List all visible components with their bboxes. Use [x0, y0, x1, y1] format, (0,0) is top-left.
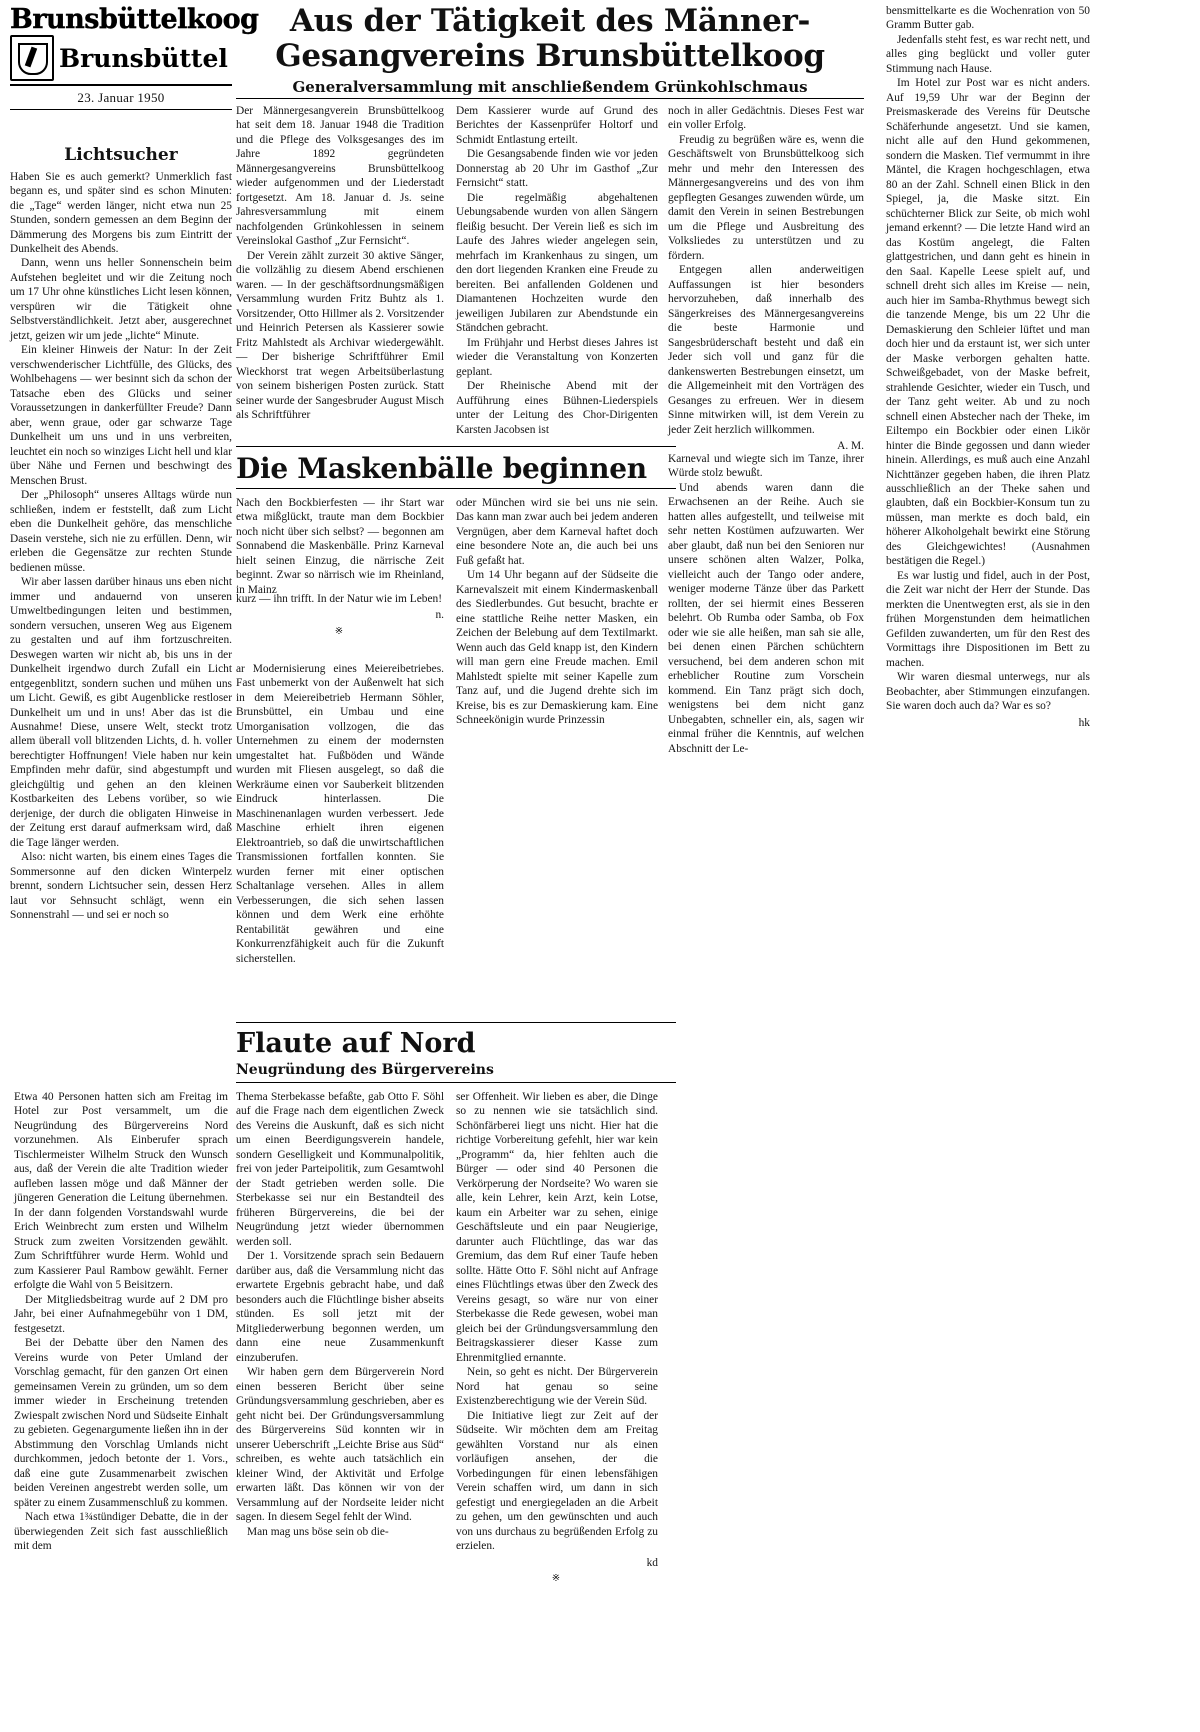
masthead-subtitle: Brunsbüttel — [59, 43, 228, 73]
rule-below-maskenbaelle — [236, 488, 676, 489]
article-signature: n. — [435, 609, 444, 622]
masthead-row — [10, 35, 232, 81]
coat-of-arms-icon — [10, 35, 54, 81]
masthead — [10, 4, 259, 110]
paragraph: ar Modernisierung eines Meiereibetriebes. Fast unbemerkt von der Außenwelt hat sich in dem Meiereibetrieb Hermann Söhler, Brunsbüttel, ein Umbau und eine Umorganisation vollzogen, die das Unternehmen zu einem der modernsten umgestaltet hat. Fußböden und Wände wurden mit Fliesen ausgelegt, so daß die Werkräume einen vor Sauberkeit blitzenden Eindruck hinterlassen. Die Maschinenanlagen wurden verbessert. Jede Maschine erhielt ihren eigenen Elektroantrieb, so daß die unwirtschaftlichen Transmissionen fortfallen konnten. Sie wurden ferner mit einer optischen Schaltanlage versehen. Alles in allem Verbesserungen, die sich sehen lassen können und dem Werk eine erhöhte Rentabilität gewähren und eine Konkurrenzfähigkeit auch für die Zukunft sicherstellen. — [236, 663, 444, 965]
paragraph: Die regelmäßig abgehaltenen Uebungsabende wurden von allen Sängern fleißig besucht. Der Verein ließ es sich im Laufe des Jahres wieder angelegen sein, mehrfach im Krankenhaus zu singen, um den dort liegenden Kranken eine Freude zu bereiten. Bei anfallenden Goldenen und Diamantenen Hochzeiten wurde den jeweiligen Jubilaren zur Abendstunde ein Ständchen gebracht. — [456, 191, 658, 335]
paragraph: Karneval und wiegte sich im Tanze, ihrer Würde stolz bewußt. — [668, 453, 864, 480]
paragraph: Etwa 40 Personen hatten sich am Freitag im Hotel zur Post versammelt, um die Neugründung des Bürgervereins Nord vorzunehmen. Als Einberufer sprach Tischlermeister Wilhelm Struck den Wunsch aus, daß der Verein die alte Tradition wieder aufleben lassen möge und daß Männer der jüngeren Generation die Leitung übernehmen. In der dann folgenden Vorstandswahl wurde Erich Weinbrecht zum ersten und Wilhelm Struck zum zweiten Vorsitzenden gewählt. Zum Schriftführer wurde Herm. Wohld und zum Kassierer Paul Rambow gewählt. Ferner erfolgte die Wahl von 5 Beisitzern. — [14, 1091, 228, 1292]
paragraph: Wir aber lassen darüber hinaus uns eben nicht immer und andauernd von unseren Umweltbedingungen leiten und bestimmen, sondern versuchen, unseren Weg aus Eigenem zu gestalten und auf ihm fortzuschreiten. Deswegen warten wir nicht ab, bis uns in der Dunkelheit irgendwo durch Zufall ein Licht entgegenblitzt, sondern suchen und mühen uns um Licht. Gewiß, es gibt Augenblicke restloser Dunkelheit um und in uns! Aber das ist die Ausnahme! Diese, unsere Welt, steckt trotz allem überall voll blitzenden Lichts, d. h. voller berechtigter Hoffnungen! Viele haben nur kein Empfinden mehr dafür, sind abgestumpft und gleichgültig und gehen an den kleinen Kostbarkeiten des Lebens vorüber, so wie derjenige, der durch die obligaten Hinweise in der Zeitung erst darauf aufmerksam wird, daß die Tage länger werden. — [10, 576, 232, 849]
paragraph: Der 1. Vorsitzende sprach sein Bedauern darüber aus, daß die Versammlung nicht das erwartete Ergebnis gebracht habe, und daß besonders auch die Flüchtlinge bisher abseits stünden. Es soll jetzt mit der Mitgliederwerbung begonnen werden, um dann eine neue Zusammenkunft einzuberufen. — [236, 1250, 444, 1364]
maenner-column-2 — [456, 104, 658, 437]
masken-column-1 — [236, 496, 444, 597]
headline-maskenbaelle: Die Maskenbälle beginnen — [236, 452, 647, 485]
paragraph: Jedenfalls steht fest, es war recht nett, und alles ging beglückt und voller guter Stimmung nach Hause. — [886, 33, 1090, 75]
subhead-flaute: Neugründung des Bürgervereins — [236, 1062, 494, 1078]
paragraph: Wir haben gern dem Bürgerverein Nord einen besseren Bericht über seine Gründungsversammlung geschrieben, aber es geht nicht bei. Der Gründungsversammlung des Bürgervereins Süd konnten wir in unserer Ueberschrift „Leichte Brise aus Süd“ schreiben, es wehte auch tatsächlich ein kleiner Wind, der Aktivität und Erfolge erwarten läßt. Das können wir von der Versammlung auf der Nordseite leider nicht sagen. In diesem Segel fehlt der Wind. — [236, 1366, 444, 1524]
paragraph: Entgegen allen anderweitigen Auffassungen ist hier besonders hervorzuheben, daß innerhalb des Sängerkreises des Männergesangvereins die beste Harmonie und Sangesbrüderschaft besteht und daß ein Jeder sich voll und ganz für die dankenswerten Bestrebungen einsetzt, um die Allgemeinheit mit den Vorträgen des Gesanges zu erfreuen. Wer in diesem Sinne mitwirken will, ist dem Verein zu jeder Zeit herzlich willkommen. — [668, 264, 864, 436]
paragraph: Um 14 Uhr begann auf der Südseite die Karnevalszeit mit einem Kindermaskenball des Siedlerbundes. Gut besucht, brachte er eine stattliche Reihe netter Masken, ein Zeichen der Belebung auf dem Textilmarkt. Wenn auch das Geld knapp ist, den Kindern will man gern eine Freude machen. Emil Mahlstedt spielte mit seiner Kapelle zum Tanz auf, und die Jugend drehte sich im Kreise, bis es zur Demaskierung kam. Eine Schneekönigin wurde Prinzessin — [456, 569, 658, 727]
article-signature: A. M. — [837, 440, 864, 453]
headline-line-2: Gesangvereins Brunsbüttelkoog — [275, 37, 825, 74]
paragraph: Haben Sie es auch gemerkt? Unmerklich fast begann es, und später sind es schon Minuten: die „Tage“ werden länger, nicht etwa nun 25 Stunden, sondern gemessen an dem Beginn der Dämmerung des Morgens bis zum Eintritt der Dunkelheit des Abends. — [10, 170, 232, 255]
carnival-right-column — [886, 4, 1090, 730]
lichtsucher-heading: Lichtsucher — [64, 145, 178, 165]
molkerei-note — [236, 662, 444, 966]
masthead-rule — [10, 84, 232, 86]
paragraph: noch in aller Gedächtnis. Dieses Fest war ein voller Erfolg. — [668, 105, 864, 132]
rule-above-maskenbaelle — [236, 446, 676, 447]
paragraph: Im Frühjahr und Herbst dieses Jahres ist wieder die Veranstaltung von Konzerten geplant. — [456, 336, 658, 378]
headline-flaute: Flaute auf Nord — [236, 1028, 476, 1059]
flaute-column-1 — [14, 1090, 228, 1554]
paragraph: Die Initiative liegt zur Zeit auf der Südseite. Wir möchten dem am Freitag gewählten Vorstand nur als einen vorläufigen ansehen, der die Vorbedingungen für einen lebensfähigen Verein schaffen wird, um dann in sich gefestigt und energiegeladen an die Arbeit zu gehen, um den gewünschten und auch von uns durchaus zu begrüßenden Erfolg zu erzielen. — [456, 1409, 658, 1553]
paragraph: Nach etwa 1¾stündiger Debatte, die in der überwiegenden Zeit sich fast ausschließlich mit dem — [14, 1511, 228, 1553]
masken-column-3 — [668, 452, 864, 756]
rule-below-flaute — [236, 1082, 676, 1083]
paragraph: Nach den Bockbierfesten — ihr Start war etwa mißglückt, traute man dem Bockbier noch nicht über sich selbst? — begonnen am Sonnabend die Maskenbälle. Prinz Karneval hielt seinen Einzug, die närrische Zeit beginnt. Zwar so närrisch wie im Rheinland, in Mainz — [236, 497, 444, 596]
paragraph: Bei der Debatte über den Namen des Vereins wurde von Peter Umland der Vorschlag gemacht, für den ganzen Ort einen gemeinsamen Verein zu gründen, um so dem immer wieder in Erscheinung tretenden Zwiespalt zwischen Nord und Südseite Einhalt zu gebieten. Gegenargumente ließen ihn in der Abstimmung den Vorschlag Umlands nicht durchkommen, jedoch betonte der 1. Vors., daß eine gute Zusammenarbeit zwischen beiden Vereinen angestrebt werden solle, um später zu einem Zusammenschluß zu kommen. — [14, 1337, 228, 1509]
paragraph: ser Offenheit. Wir lieben es aber, die Dinge so zu nennen wie sie tatsächlich sind. Schönfärberei liegt uns nicht. Hier hat die richtige Vorbereitung gefehlt, hier war kein „Programm“ da, hier fehlten auch die Bürger — oder sind 40 Personen die Verkörperung der Nordseite? Wo waren sie alle, kein Lehrer, kein Arzt, kein Lotse, kaum ein Arbeiter war zu sehen, einige Geschäftsleute und ein paar Neugierige, darunter auch Flüchtlinge, das war das Gremium, das dem Ruf einer Taufe heben sollte. Hätte Otto F. Söhl nicht auf Anfrage eines Flüchtlings etwas über den Zweck des Vereins gesagt, so wäre nur von einer Sterbekasse die Rede gewesen, wobei man gleich bei der Gründungsversammlung den Beitragskassierer dieser Kasse zum Ehrenmitglied ernannte. — [456, 1091, 658, 1364]
article-lichtsucher — [10, 145, 232, 923]
paragraph: Und abends waren dann die Erwachsenen an der Reihe. Auch sie hatten alles aufgestellt, und teilweise mit sehr netten Kostümen aufzuwarten. Wer aber glaubt, daß nun bei den Senioren nur unsere schönen alten Walzer, Polka, vielleicht auch der Tango oder andere, weniger moderne Tänze über das Parkett rollten, der sei hiermit eines Besseren belehrt. Ob Rumba oder Samba, ob Fox oder wie sie alle heißen, man sah sie alle, bei denen einen Pärchen schüchtern versuchend, bei dem anderen schon mit erheblicher Routine zum Vorschein kommend. Ein Tanz prägt sich doch, wenigstens bei dem nicht ganz Unbegabten, schneller ein, als, sagen wir einmal früher die Kenntnis, auf welchen Abschnitt der Le- — [668, 481, 864, 755]
masken-column-1-cont — [236, 592, 444, 642]
paragraph: Dem Kassierer wurde auf Grund des Berichtes der Kassenprüfer Holtorf und Schmidt Entlastung erteilt. — [456, 105, 658, 146]
paragraph: Ein kleiner Hinweis der Natur: In der Zeit verschwenderischer Lichtfülle, des Glücks, des Wohlbehagens — wer besinnt sich da schon der Tatsache eben des Glücks und seiner Voraussetzungen in dankerfüllter Freude? Dann aber, wenn graue, oder gar schwarze Tage Dunkelheit um uns und in uns verbreiten, leuchtet ein noch so winziges Licht hell und klar über Nähe und Fernen und beschwingt des Menschen Brust. — [10, 344, 232, 487]
paragraph: Dann, wenn uns heller Sonnenschein beim Aufstehen begleitet und wir die Zeitung noch um 17 Uhr ohne künstliches Licht lesen können, verspüren wir die Tätigkeit ohne Selbstverständlichkeit. Jetzt aber, ausgerechnet jetzt, geizen wir um jede „lichte“ Minute. — [10, 257, 232, 342]
paragraph: Der Mitgliedsbeitrag wurde auf 2 DM pro Jahr, bei einer Aufnahmegebühr von 1 DM, festgesetzt. — [14, 1293, 228, 1335]
paragraph: kurz — ihn trifft. In der Natur wie im Leben! — [236, 593, 443, 605]
paragraph: Es war lustig und fidel, auch in der Post, die Zeit war nicht der Herr der Stunde. Das merkten die Unentwegten erst, als sie in den frühen Morgenstunden dem heimatlichen Gefilden zuwanderten, um für den Rest des Vormittags ihre Dispositionen im Bett zu machen. — [886, 569, 1090, 669]
article-signature: hk — [1078, 716, 1090, 729]
paragraph: Also: nicht warten, bis einem eines Tages die Sommersonne auf den dicken Winterpelz brennt, sondern Lichtsucher sein, dessen Herz laut vor Sehnsucht schlägt, wenn ein Sonnenstrahl — und sei er noch so — [10, 851, 232, 922]
masthead-rule-2 — [10, 109, 232, 110]
paragraph: Thema Sterbekasse befaßte, gab Otto F. Söhl auf die Frage nach dem eigentlichen Zweck des Vereins die Auskunft, daß es sich nicht um einen Beerdigungsverein handele, sondern Geselligkeit und Kommunalpolitik, frei von jeder Parteipolitik, zum Gesamtwohl der Stadt getrieben werden solle. Die Sterbekasse sei nur ein Bestandteil des früheren Bürgervereins, die bei der Neugründung jetzt wieder übernommen werden soll. — [236, 1091, 444, 1248]
paragraph: Im Hotel zur Post war es nicht anders. Auf 19,59 Uhr war der Beginn der Preismaskerade des Vereins für Deutsche Schäferhunde angesetzt. Und sie kamen, nicht alle auf den Hund gekommenen, sondern die Masken. Tief vermummt in ihre Mäntel, die Kragen hochgeschlagen, etwa 80 an der Zahl. Schnell einen Blick in den Spiegel, ja, die Maske sitzt. Ein schüchterner Blick zur Seite, ob mich wohl jemand erkennt? — Die letzte Hand wird an das Kostüm angelegt, die Falten glattgestrichen, und dann geht es hinein in den Saal. Kapelle Leese spielt auf, und schnell dreht sich alles im Kreise — nein, auch hier im Samba-Rhythmus bewegt sich die tanzende Menge, bis um 22 Uhr die Demaskierung den Schleier lüftet und man doch hier und da erstaunt ist, wer sich unter der Maske verborgen gehalten hatte. Schweißgebadet, von der Maske befreit, strahlende Gesichter, wieder ein Tusch, und der Tanz geht weiter. Ab und zu noch schnell einen Abstecher nach der Theke, im Eiltempo ein Bockbier oder einen Likör hinter die Binde gegossen und dann wieder hinein. Allerdings, es muß auch eine Anzahl Nichttänzer gegeben haben, die ihren Platz ausschließlich an der Theke sahen und glaubten, daß ein Bockbier-Konsum tun zu müssen, man merkte es doch bald, ein höherer Alkoholgehalt bewirkt eine Störung des Gleichgewichtes! (Ausnahmen bestätigen die Regel.) — [886, 77, 1090, 568]
rule-under-headline — [236, 98, 864, 99]
masken-column-2 — [456, 496, 658, 728]
maenner-column-1 — [236, 104, 444, 423]
headline-line-1: Aus der Tätigkeit des Männer- — [289, 3, 811, 39]
flaute-column-2 — [236, 1090, 444, 1539]
article-signature: kd — [646, 1556, 658, 1569]
rule-above-flaute — [236, 1022, 676, 1023]
paragraph: Der Verein zählt zurzeit 30 aktive Sänger, die vollzählig zu diesem Abend erschienen waren. — In der geschäftsordnungsmäßigen Versammlung wurden Fritz Buhtz als 1. Vorsitzender, Otto Hillmer als 2. Vorsitzender und Heinrich Petersen als Kassierer sowie Fritz Mahlstedt als Archivar wiedergewählt. — Der bisherige Schriftführer Emil Wieckhorst trat wegen Arbeitsüberlastung von seinem bisherigen Posten zurück. Statt seiner wurde der Sangesbruder August Misch als Schriftführer — [236, 249, 445, 422]
headline-maennergesangverein — [236, 4, 864, 73]
ornament-divider: ※ — [551, 1572, 563, 1584]
masthead-title: Brunsbüttelkoog — [10, 4, 259, 35]
paragraph: Die Gesangsabende finden wie vor jeden Donnerstag ab 20 Uhr im Gasthof „Zur Fernsicht“ statt. — [456, 148, 658, 190]
masthead-date: 23. Januar 1950 — [77, 90, 165, 105]
paragraph: Freudig zu begrüßen wäre es, wenn die Geschäftswelt von Brunsbüttelkoog sich mehr und mehr den Interessen des Männergesangvereins und des von ihm gepflegten Gesanges zuwenden würde, um damit den Verein in seinen Bestrebungen um die Pflege und Ausbreitung des Volksliedes zu unterstützen und zu fördern. — [668, 133, 864, 262]
paragraph: Nein, so geht es nicht. Der Bürgerverein Nord hat genau so seine Existenzberechtigung wie der Verein Süd. — [456, 1366, 658, 1408]
paragraph: Der „Philosoph“ unseres Alltags würde nun schließen, indem er feststellt, daß zum Licht eben die Dunkelheit gehöre, das menschliche Dasein verstehe, sich nie zu erfüllen. Denn, wir erleben die Gegensätze zur rechten Stunde bedienen müsse. — [10, 489, 232, 574]
paragraph: bensmittelkarte es die Wochenration von 50 Gramm Butter gab. — [886, 5, 1090, 32]
paragraph: oder München wird sie bei uns nie sein. Das kann man zwar auch bei jedem anderen Vergnügen, aber dem Karneval haftet doch eine besondere Note an, die auch bei uns Fuß gefaßt hat. — [456, 497, 658, 567]
ornament-divider: ※ — [334, 625, 346, 637]
paragraph: Wir waren diesmal unterwegs, nur als Beobachter, aber Stimmungen einzufangen. Sie waren doch auch da? War es so? — [886, 671, 1090, 713]
paragraph: Der Rheinische Abend mit der Aufführung eines Bühnen-Liederspiels unter der Leitung des Chor-Dirigenten Karsten Jacobsen ist — [456, 380, 658, 436]
headline-subhead: Generalversammlung mit anschließendem Grünkohlschmaus — [292, 78, 808, 96]
flaute-column-3 — [456, 1090, 658, 1589]
maenner-column-3 — [668, 104, 864, 454]
paragraph: Man mag uns böse sein ob die- — [247, 1525, 389, 1538]
paragraph: Der Männergesangverein Brunsbüttelkoog hat seit dem 18. Januar 1948 die Tradition und die Pflege des Volksgesanges des im Jahre 1892 gegründeten Männergesangvereins Brunsbüttelkoog wieder aufgenommen und der Liederstadt fortgesetzt. Am 18. Januar d. Js. seine Jahresversammlung mit einem nachfolgenden Grünkohlessen in seinem Vereinslokal Gasthof „Zur Fernsicht“. — [236, 105, 444, 248]
